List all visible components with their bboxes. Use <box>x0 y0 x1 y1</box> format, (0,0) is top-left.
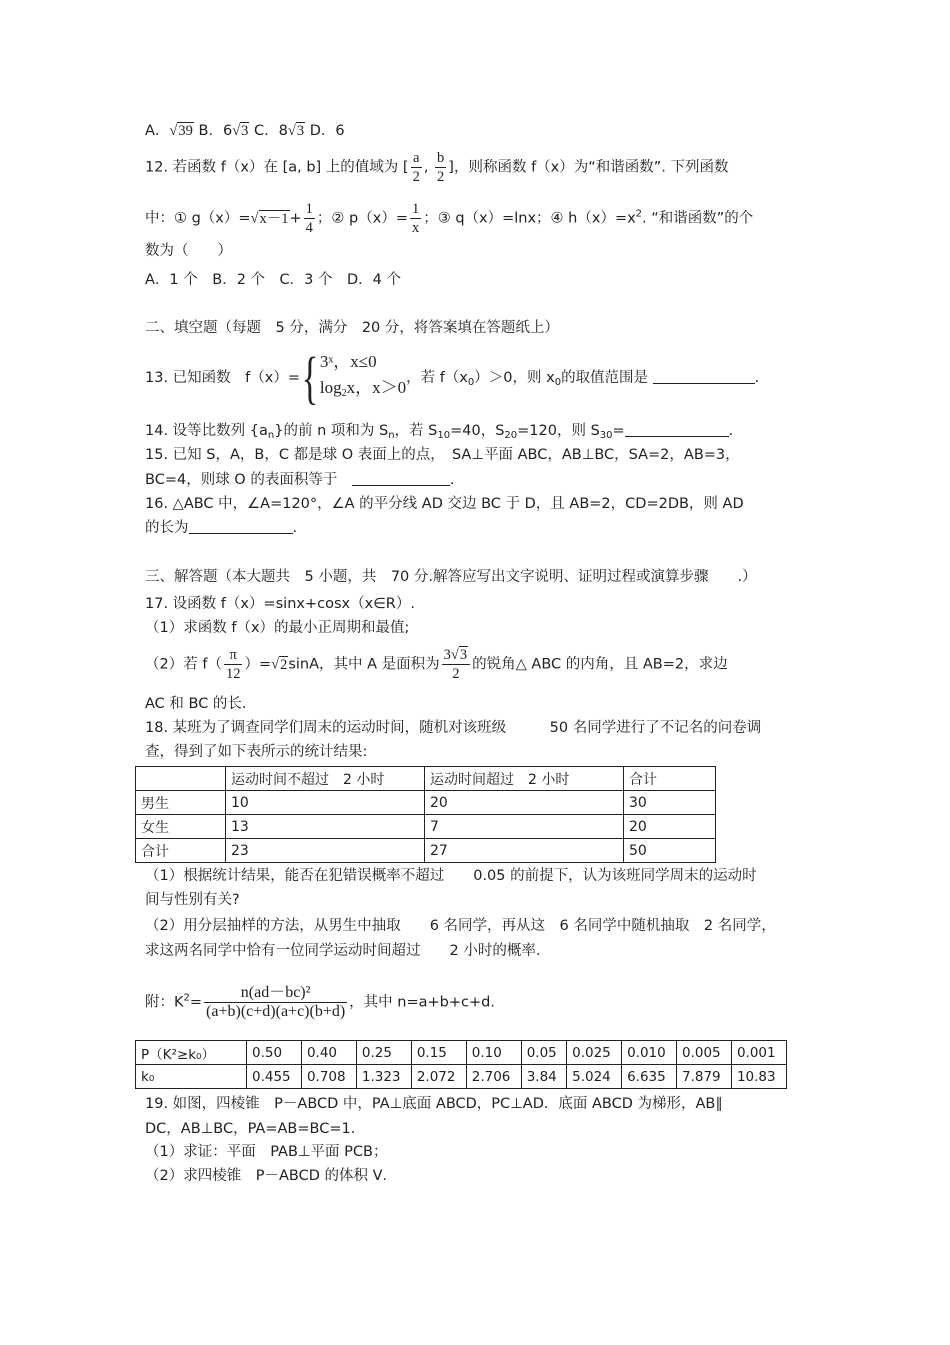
q12-line2: 中：① g（x）=√x－1+ $\frac{1}{4}$ ；② p（x）= $\frac{1}{x}$ ；③ q（x）=lnx；④ $h(x)=x^2$. “和谐函数”的个 <box>145 201 754 236</box>
stat-table-header: 运动时间不超过 2 小时 运动时间超过 2 小时 合计 <box>136 767 716 791</box>
q18-part1-line1: （1）根据统计结果，能否在犯错误概率不超过 0.05 的前提下，认为该班同学周末的运动时 <box>145 868 757 884</box>
piecewise-brace: { <box>301 345 319 410</box>
frac-a-over-2: $\frac{a}{2}$ <box>412 150 420 185</box>
q15-answer-blank[interactable] <box>352 485 450 486</box>
q19-line2: DC，AB⊥BC，PA=AB=BC=1． <box>145 1121 366 1137</box>
q15-line2: BC=4，则球 O 的表面积等于 . <box>145 472 455 488</box>
q13-answer-blank[interactable] <box>653 383 755 384</box>
q19-line3: （1）求证：平面 PAB⊥平面 PCB； <box>145 1144 388 1160</box>
q17-line3: （2）若 f（ $\frac{\pi}{12}$ ）=√2sinA，其中 A 是面积为 $\frac{3√3}{2}$ 的锐角△ ABC 的内角，且 AB=2，求边 <box>145 647 728 682</box>
q16-answer-blank[interactable] <box>189 533 293 534</box>
q14-answer-blank[interactable] <box>625 436 729 437</box>
critical-value-table <box>135 1040 787 1089</box>
q18-part2-line2: 求这两名同学中恰有一位同学运动时间超过 2 小时的概率. <box>145 943 541 959</box>
q18-line1: 18. 某班为了调查同学们周末的运动时间，随机对该班级 50 名同学进行了不记名的问卷调 <box>145 720 762 736</box>
table-row: 女生 13 7 20 <box>136 815 716 839</box>
q18-part2-line1: （2）用分层抽样的方法，从男生中抽取 6 名同学，再从这 6 名同学中随机抽取 2 名同学， <box>145 918 776 934</box>
q15-line1: 15. 已知 S，A，B，C 都是球 O 表面上的点， SA⊥平面 ABC，AB⊥BC，SA=2，AB=3， <box>145 447 740 463</box>
q14-line: 14. 设等比数列 $\{a_n\}$的前 n 项和为 $S_n$，若 $S_{10}=40$，$S_{20}=120$，则 $S_{30}=$ . <box>145 423 734 441</box>
option-b-label: B．6 <box>198 123 233 139</box>
option-a-label: A． <box>145 123 170 139</box>
q19-line1: 19. 如图，四棱锥 P－ABCD 中，PA⊥底面 ABCD，PC⊥AD．底面 ABCD 为梯形，AB∥ <box>145 1096 723 1112</box>
table-row: 合计 23 27 50 <box>136 839 716 863</box>
table-row: k₀ 0.455 0.708 1.323 2.072 2.706 3.84 5.024 6.635 7.879 10.83 <box>136 1065 787 1089</box>
section3-title: 三、解答题（本大题共 5 小题，共 70 分.解答应写出文字说明、证明过程或演算步骤 .） <box>145 569 757 585</box>
q17-line2: （1）求函数 f（x）的最小正周期和最值; <box>145 620 410 636</box>
stat-table <box>135 766 716 863</box>
q13-line: 13. 已知函数 f（x）={ 3ˣ，x≤0 $\log_2x$，x＞0 ，若 $f(x_0)>0$，则 $x_0$的取值范围是 . <box>145 345 760 410</box>
frac-1-over-4: $\frac{1}{4}$ <box>305 201 313 236</box>
table-row: P（K²≥k₀） 0.50 0.40 0.25 0.15 0.10 0.05 0.025 0.010 0.005 0.001 <box>136 1041 787 1065</box>
sqrt-2: √2 <box>271 656 288 673</box>
q16-line1: 16. △ABC 中，∠A=120°，∠A 的平分线 AD 交边 BC 于 D，且 AB=2，CD=2DB，则 AD <box>145 496 744 512</box>
q18-part1-line2: 间与性别有关? <box>145 892 240 908</box>
q12-options: A．1 个 B．2 个 C．3 个 D．4 个 <box>145 272 401 288</box>
frac-1-over-x: $\frac{1}{x}$ <box>411 201 420 236</box>
q16-line2: 的长为 . <box>145 520 298 536</box>
q18-line2: 查，得到了如下表所示的统计结果: <box>145 744 368 760</box>
sqrt-x-minus-1: √x－1 <box>250 210 289 227</box>
option-c-label: C．8 <box>254 123 288 139</box>
q17-line1: 17. 设函数 f（x）=sinx+cosx（x∈R）. <box>145 596 415 612</box>
frac-area: $\frac{3√3}{2}$ <box>442 646 470 683</box>
sqrt-3-c: √3 <box>287 123 305 139</box>
k2-formula: 附：$K^2=$ $\frac{\text{n(ad－bc)²}}{(a+b)(c+d)(a+c)(b+d)}$ ，其中 n=a+b+c+d. <box>145 984 495 1020</box>
k2-fraction: $\frac{\text{n(ad－bc)²}}{(a+b)(c+d)(a+c)(b+d)}$ <box>206 984 346 1020</box>
q17-line4: AC 和 BC 的长. <box>145 696 247 712</box>
q11-options <box>145 121 345 141</box>
table-row: 男生 10 20 30 <box>136 791 716 815</box>
frac-b-over-2: $\frac{b}{2}$ <box>437 150 445 185</box>
option-d-label: D．6 <box>309 123 345 139</box>
sqrt-3-b: √3 <box>232 123 249 139</box>
section2-title: 二、填空题（每题 5 分，满分 20 分，将答案填在答题纸上） <box>145 320 559 336</box>
piecewise-cases: 3ˣ，x≤0 $\log_2x$，x＞0 <box>319 352 407 399</box>
q12-line3: 数为（ ） <box>145 243 232 259</box>
sqrt-39: √39 <box>169 123 193 139</box>
q12-line1: 12. 若函数 f（x）在 [a, b] 上的值域为 [ $\frac{a}{2}$ , $\frac{b}{2}$ ]，则称函数 f（x）为“和谐函数”. 下列函数 <box>145 150 729 185</box>
q19-line4: （2）求四棱锥 P－ABCD 的体积 V． <box>145 1168 398 1184</box>
frac-pi-over-12: $\frac{\pi}{12}$ <box>225 647 241 682</box>
